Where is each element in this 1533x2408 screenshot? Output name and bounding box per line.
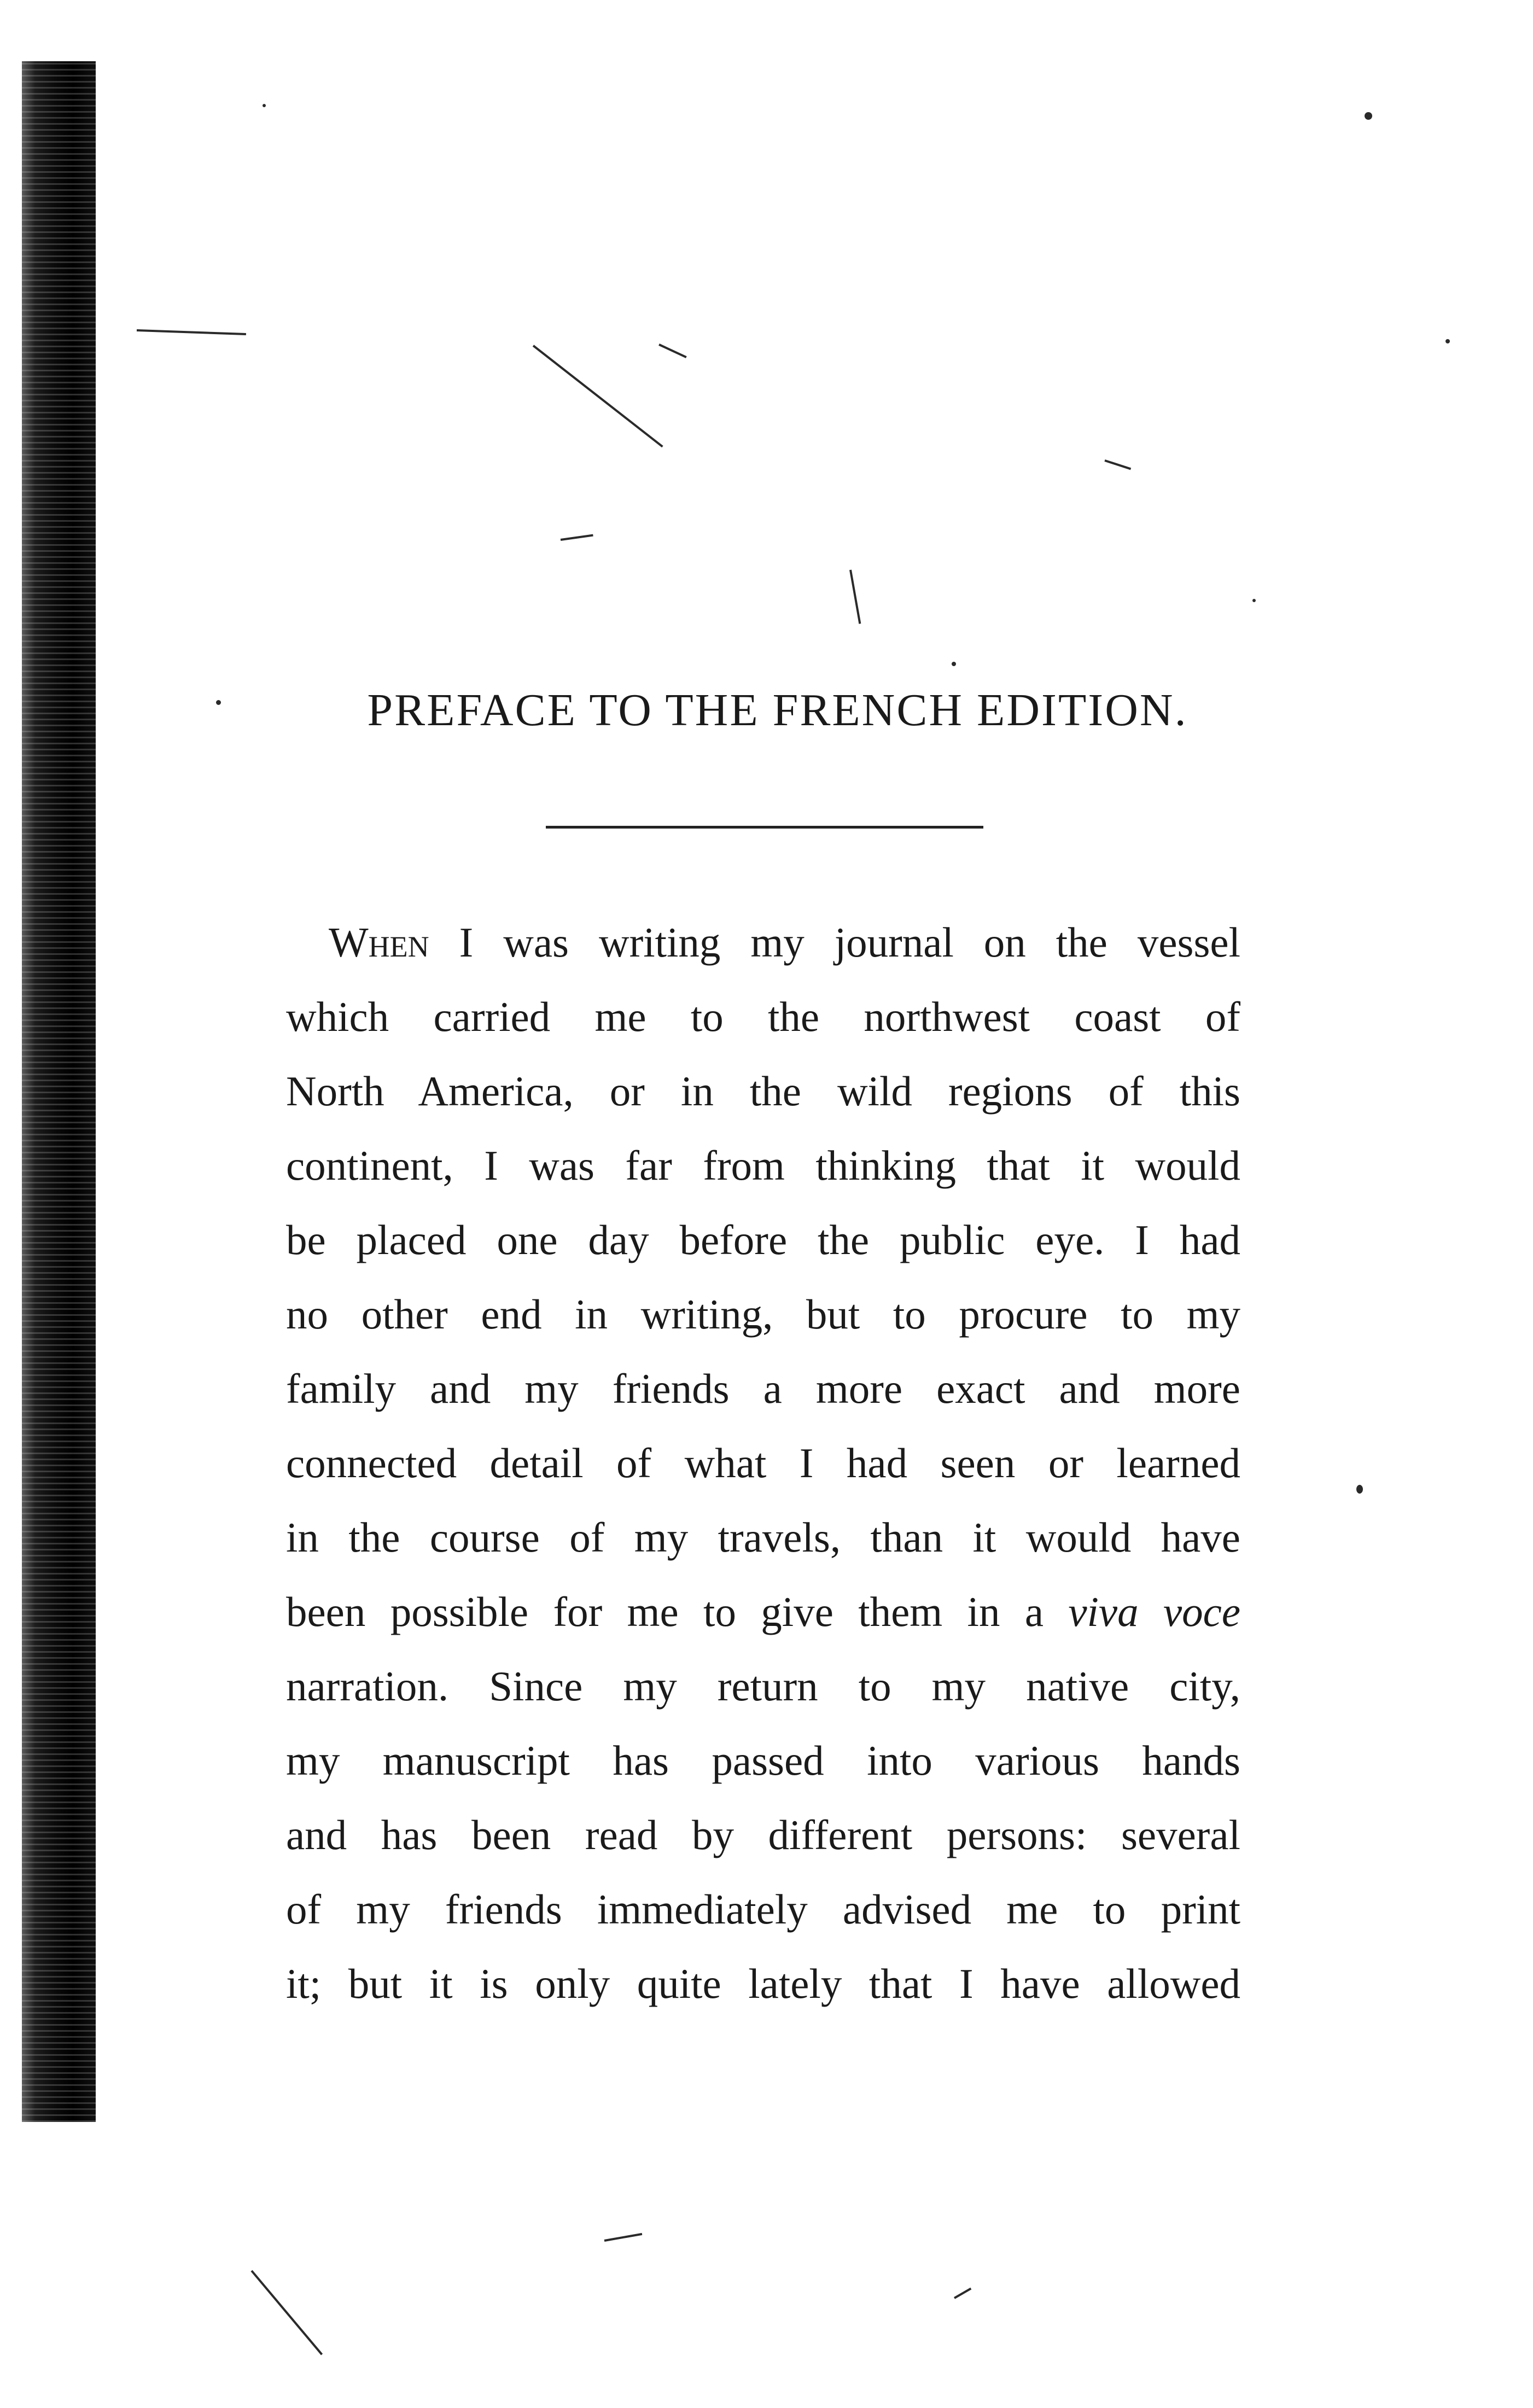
- lead-word: When: [329, 919, 429, 966]
- text-line: which carried me to the northwest coast of: [286, 993, 1240, 1040]
- speck: [1365, 112, 1372, 120]
- text-line: family and my friends a more exact and more: [286, 1365, 1240, 1412]
- book-binding-edge: [22, 61, 96, 2122]
- text-line: my manuscript has passed into various hands: [286, 1737, 1240, 1784]
- text-line: it; but it is only quite lately that I have allowed: [286, 1960, 1240, 2007]
- stray-mark: [561, 534, 593, 541]
- speck: [1356, 1485, 1363, 1494]
- stray-mark: [604, 2233, 643, 2242]
- speck: [1445, 339, 1450, 343]
- page-title: PREFACE TO THE FRENCH EDITION.: [367, 685, 1188, 736]
- stray-mark: [533, 345, 663, 447]
- speck: [952, 662, 956, 666]
- text-line: be placed one day before the public eye. I had: [286, 1216, 1240, 1263]
- text-line: no other end in writing, but to procure to my: [286, 1291, 1240, 1338]
- text-line: in the course of my travels, than it would have: [286, 1514, 1240, 1561]
- body-paragraph: [286, 905, 1240, 2021]
- speck: [1252, 599, 1256, 602]
- text-line: continent, I was far from thinking that it would: [286, 1142, 1240, 1189]
- stray-mark: [954, 2288, 971, 2299]
- text-line: North America, or in the wild regions of this: [286, 1068, 1240, 1115]
- text-line: been possible for me to give them in a viva voce: [286, 1588, 1240, 1635]
- stray-mark: [658, 343, 687, 358]
- stray-mark: [849, 570, 861, 624]
- text-line: narration. Since my return to my native city,: [286, 1663, 1240, 1710]
- text-line: and has been read by different persons: several: [286, 1811, 1240, 1858]
- stray-mark: [137, 329, 246, 335]
- title-rule: [546, 826, 983, 829]
- stray-mark: [1104, 459, 1131, 470]
- speck: [263, 104, 266, 107]
- text-line: When I was writing my journal on the vessel: [329, 919, 1240, 966]
- text-line: of my friends immediately advised me to print: [286, 1886, 1240, 1933]
- text-line: connected detail of what I had seen or learned: [286, 1439, 1240, 1486]
- italic-phrase: viva voce: [1068, 1588, 1240, 1635]
- stray-mark: [250, 2270, 323, 2355]
